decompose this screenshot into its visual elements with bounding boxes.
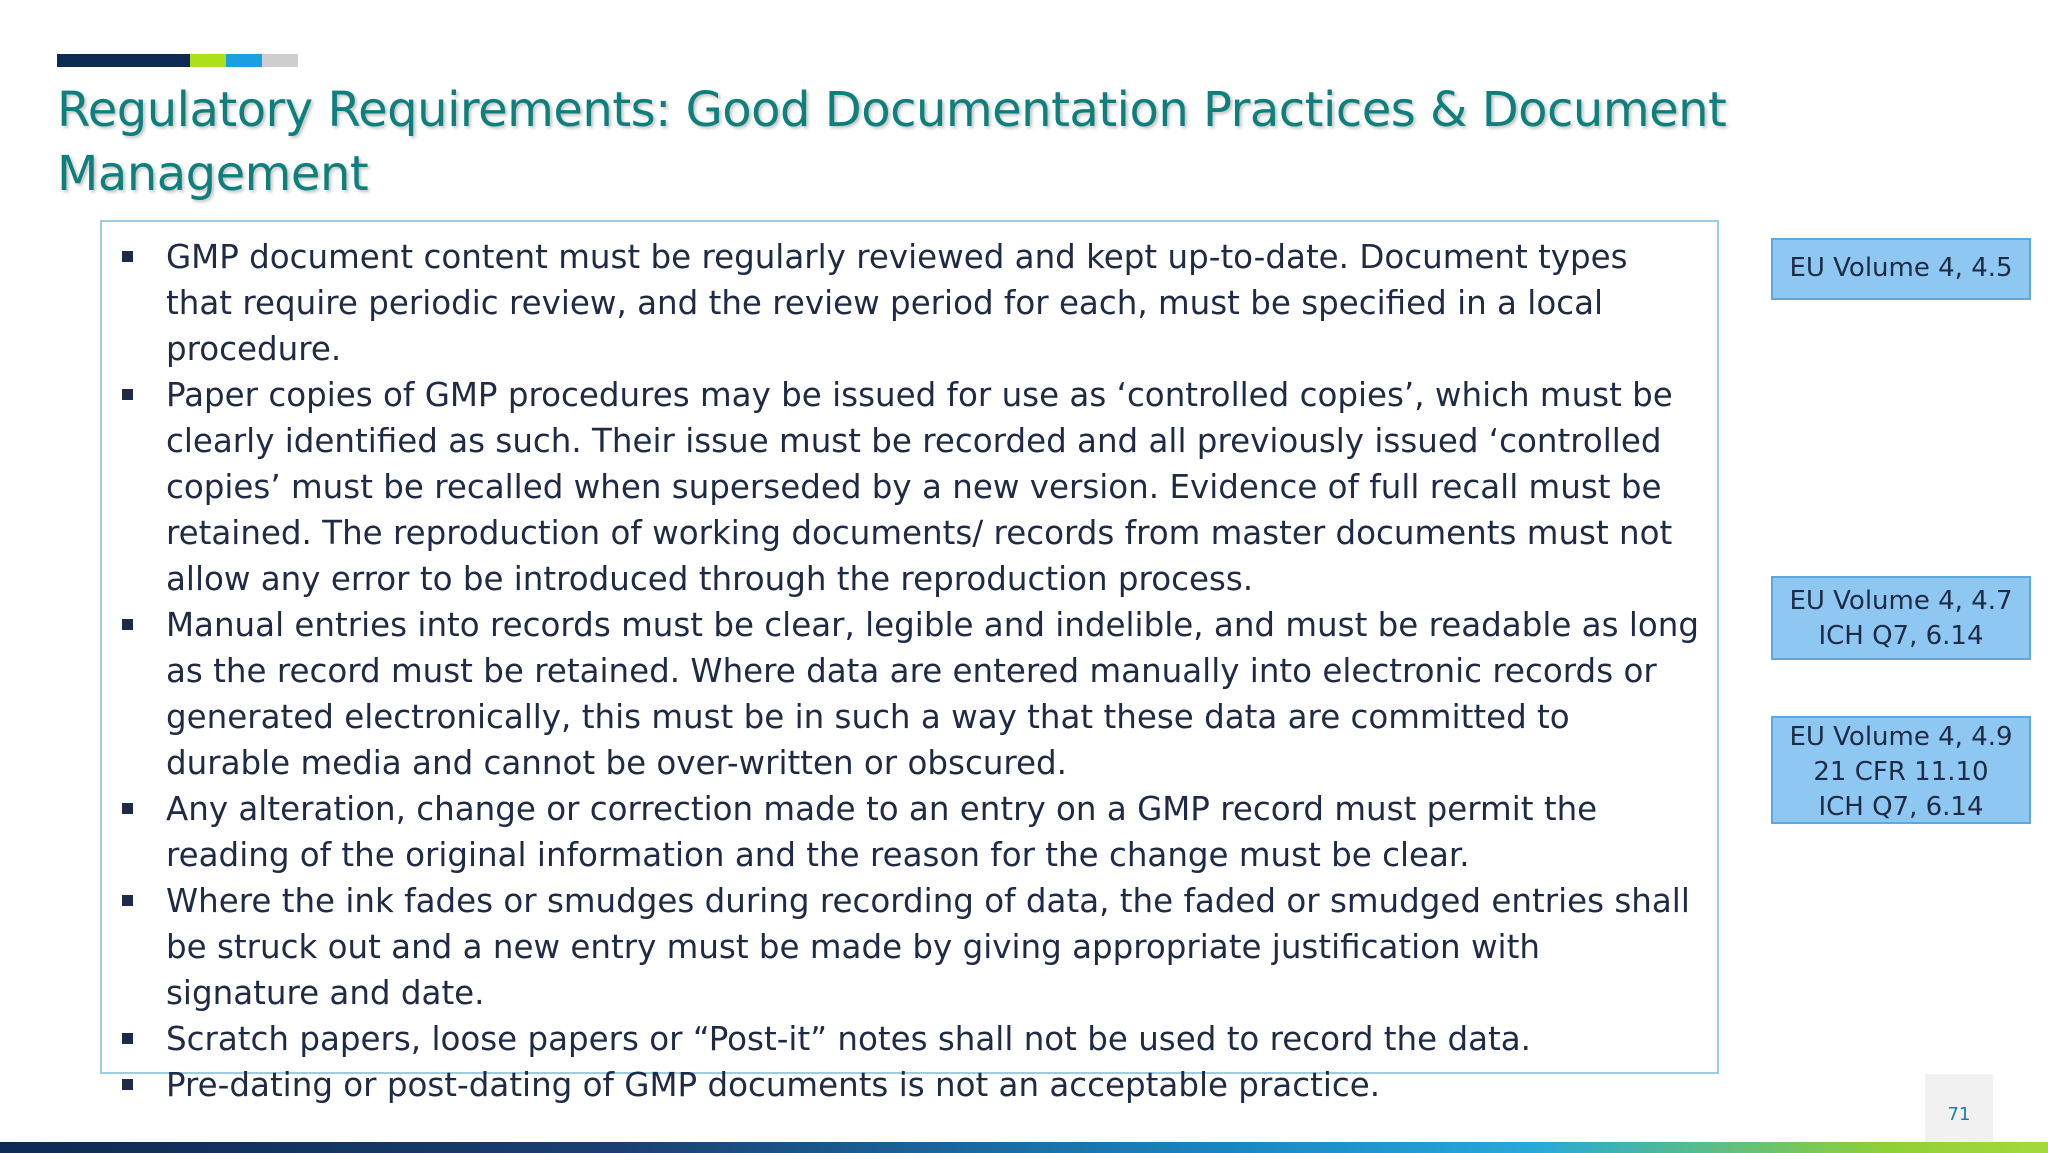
reference-line: EU Volume 4, 4.9 bbox=[1789, 722, 2013, 752]
bullet-item bbox=[102, 372, 1717, 602]
slide-title: Regulatory Requirements: Good Documentation Practices & Document Management bbox=[57, 82, 1727, 202]
accent-bar bbox=[57, 54, 298, 67]
bullet-item bbox=[102, 234, 1717, 372]
accent-segment-green bbox=[190, 54, 226, 67]
square-bullet-icon bbox=[122, 1079, 133, 1090]
accent-segment-navy bbox=[57, 54, 190, 67]
bullet-text: GMP document content must be regularly reviewed and kept up-to-date. Document types that require periodic review, and the review period for each, must be specified in a local procedure. bbox=[166, 238, 1628, 368]
bullet-item bbox=[102, 1062, 1717, 1108]
bullet-item bbox=[102, 1016, 1717, 1062]
bullet-list bbox=[102, 222, 1717, 1108]
square-bullet-icon bbox=[122, 803, 133, 814]
square-bullet-icon bbox=[122, 619, 133, 630]
bullet-item bbox=[102, 602, 1717, 786]
bullet-text: Paper copies of GMP procedures may be issued for use as ‘controlled copies’, which must be clearly identified as such. Their issue must be recorded and all previously issued ‘controlled copies’ must be recalled when superseded by a new version. Evidence of full recall must be retained. The reproduction of working documents/ records from master documents must not allow any error to be introduced through the reproduction process. bbox=[166, 376, 1673, 598]
bullet-item bbox=[102, 786, 1717, 878]
page-number-box bbox=[1925, 1074, 1993, 1142]
reference-line: ICH Q7, 6.14 bbox=[1818, 621, 1984, 651]
reference-box-eu-4-9 bbox=[1771, 716, 2031, 824]
square-bullet-icon bbox=[122, 389, 133, 400]
bullet-text: Pre-dating or post-dating of GMP documents is not an acceptable practice. bbox=[166, 1066, 1381, 1104]
square-bullet-icon bbox=[122, 895, 133, 906]
bullet-text: Any alteration, change or correction made to an entry on a GMP record must permit the reading of the original information and the reason for the change must be clear. bbox=[166, 790, 1598, 874]
bullet-text: Where the ink fades or smudges during recording of data, the faded or smudged entries shall be struck out and a new entry must be made by giving appropriate justification with signature and date. bbox=[166, 882, 1690, 1012]
reference-box-eu-4-7 bbox=[1771, 576, 2031, 660]
reference-line: EU Volume 4, 4.5 bbox=[1789, 253, 2013, 283]
reference-box-eu-4-5 bbox=[1771, 238, 2031, 300]
page-number: 71 bbox=[1947, 1104, 1971, 1125]
reference-line: 21 CFR 11.10 bbox=[1813, 757, 1989, 787]
content-box bbox=[100, 220, 1719, 1104]
square-bullet-icon bbox=[122, 1033, 133, 1044]
accent-segment-gray bbox=[262, 54, 298, 67]
bullet-item bbox=[102, 878, 1717, 1016]
reference-line: ICH Q7, 6.14 bbox=[1818, 792, 1984, 822]
accent-segment-blue bbox=[226, 54, 262, 67]
reference-line: EU Volume 4, 4.7 bbox=[1789, 586, 2013, 616]
square-bullet-icon bbox=[122, 251, 133, 262]
bullet-text: Scratch papers, loose papers or “Post-it” notes shall not be used to record the data. bbox=[166, 1020, 1531, 1058]
footer-gradient-bar bbox=[0, 1142, 2048, 1153]
bullet-text: Manual entries into records must be clear, legible and indelible, and must be readable as long as the record must be retained. Where data are entered manually into electronic records or generated electronically, this must be in such a way that these data are committed to durable media and cannot be over-written or obscured. bbox=[166, 606, 1700, 782]
